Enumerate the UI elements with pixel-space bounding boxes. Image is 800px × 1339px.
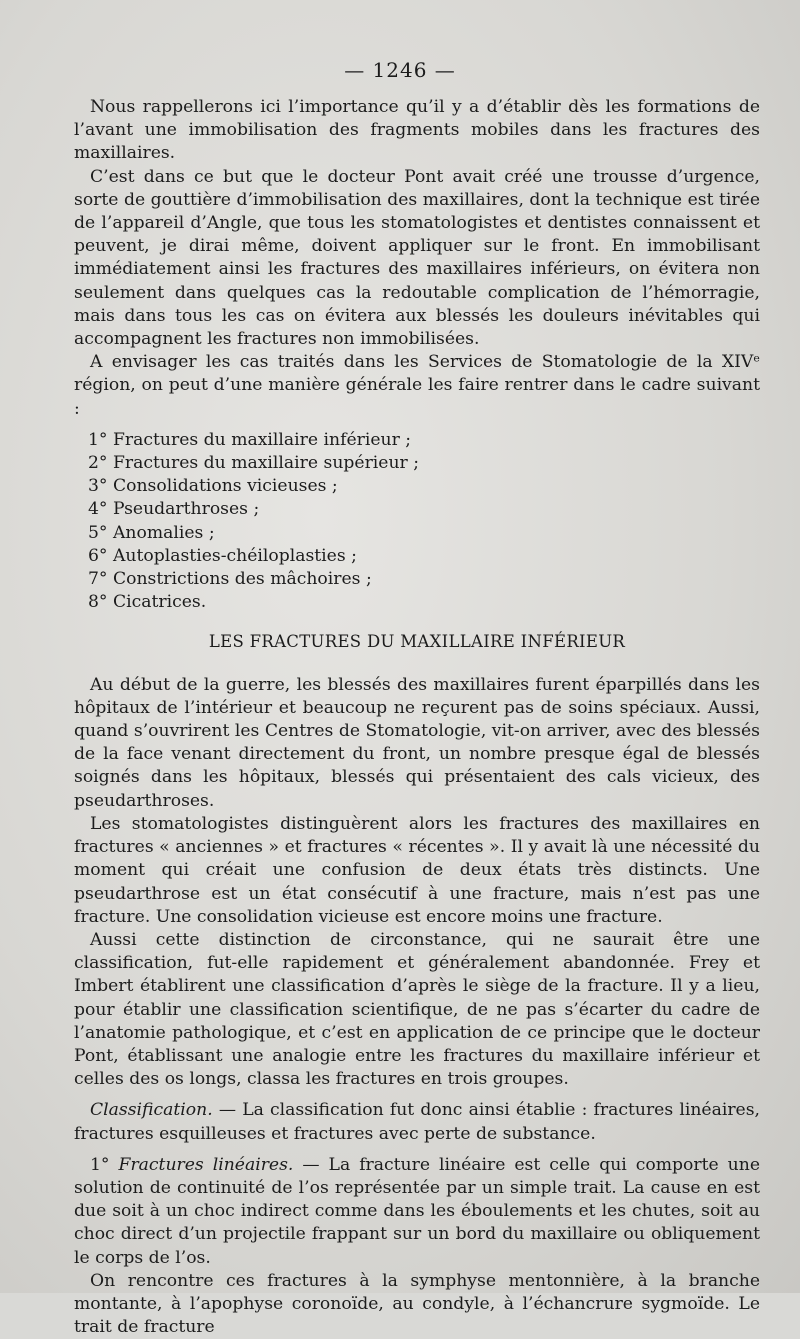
case-list	[88, 429, 760, 615]
list-item: 6° Autoplasties-chéiloplasties ;	[88, 545, 357, 566]
list-item: 1° Fractures du maxillaire inférieur ;	[88, 429, 412, 450]
classification-lead: Classification.	[90, 1100, 213, 1121]
list-item: 5° Anomalies ;	[88, 522, 215, 543]
classification-paragraph	[74, 1099, 760, 1145]
paragraph: C’est dans ce but que le docteur Pont avait créé une trousse d’urgence, sorte de gouttière d’immobilisation des maxillaires, dont la technique est tirée de l’appareil d’Angle, que tous les stomatologistes et dentistes connaissent et peuvent, je dirai même, doivent appliquer sur le front. En immobilisant immédiatement ainsi les fractures des maxillaires inférieurs, on évitera non seulement dans quelques cas la redoutable complication de l’hémorragie, mais dans tous les cas on évitera aux blessés les douleurs inévitables qui accompagnent les fractures non immobilisées.	[74, 166, 760, 350]
list-item: 2° Fractures du maxillaire supérieur ;	[88, 453, 420, 474]
list-item: 8° Cicatrices.	[88, 592, 207, 613]
paragraph: Les stomatologistes distinguèrent alors les fractures des maxillaires en fractures « anciennes » et fractures « récentes ». Il y avait là une nécessité du moment qui créait une confusion de deux états très distincts. Une pseudarthrose est un état consécutif à une fracture, mais n’est pas une fracture. Une consolidation vicieuse est encore moins une fracture.	[74, 813, 760, 927]
page-text	[74, 96, 760, 1339]
lineaires-text: — La fracture linéaire est celle qui comporte une solution de continuité de l’os représentée par un simple trait. La cause en est due soit à un choc indirect comme dans les éboulements et les chutes, soit au choc direct d’un projectile frappant sur un bord du maxillaire ou obliquement le corps de l’os.	[74, 1154, 760, 1268]
fractures-lineaires-paragraph	[74, 1154, 760, 1270]
lineaires-lead: Fractures linéaires.	[118, 1154, 294, 1175]
list-item: 7° Constrictions des mâchoires ;	[88, 569, 372, 590]
list-item: 4° Pseudarthroses ;	[88, 499, 260, 520]
section-heading: LES FRACTURES DU MAXILLAIRE INFÉRIEUR	[208, 632, 626, 652]
paragraph: Nous rappellerons ici l’importance qu’il y a d’établir dès les formations de l’avant une immobilisation des fragments mobiles dans les fractures des maxillaires.	[74, 97, 760, 164]
list-item: 3° Consolidations vicieuses ;	[88, 476, 338, 497]
classification-text: — La classification fut donc ainsi établie : fractures linéaires, fractures esquilleuses et fractures avec perte de substance.	[74, 1100, 760, 1144]
lineaires-number: 1°	[90, 1154, 119, 1175]
paragraph: On rencontre ces fractures à la symphyse mentonnière, à la branche montante, à l’apophyse coronoïde, au condyle, à l’échancrure sygmoïde. Le trait de fracture	[74, 1270, 760, 1338]
paragraph: A envisager les cas traités dans les Services de Stomatologie de la XIVᵉ région, on peut d’une manière générale les faire rentrer dans le cadre suivant :	[74, 352, 760, 419]
paragraph: Aussi cette distinction de circonstance, qui ne saurait être une classification, fut-elle rapidement et généralement abandonnée. Frey et Imbert établirent une classification d’après le siège de la fracture. Il y a lieu, pour établir une classification scientifique, de ne pas s’écarter du cadre de l’anatomie pathologique, et c’est en application de ce principe que le docteur Pont, établissant une analogie entre les fractures du maxillaire inférieur et celles des os longs, classa les fractures en trois groupes.	[74, 929, 760, 1090]
paragraph: Au début de la guerre, les blessés des maxillaires furent éparpillés dans les hôpitaux de l’intérieur et beaucoup ne reçurent pas de soins spéciaux. Aussi, quand s’ouvrirent les Centres de Stomatologie, vit-on arriver, avec des blessés de la face venant directement du front, un nombre presque égal de blessés soignés dans les hôpitaux, blessés qui présentaient des cals vicieux, des pseudarthroses.	[74, 674, 760, 811]
page-number: — 1246 —	[344, 58, 456, 82]
